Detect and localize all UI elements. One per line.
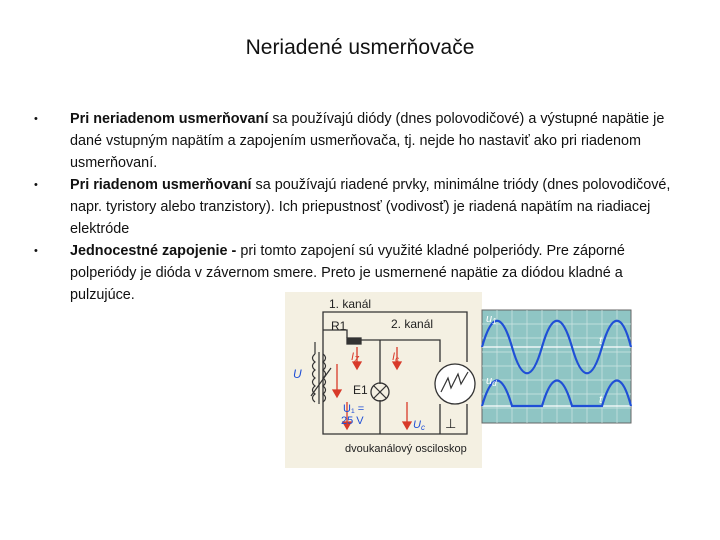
label-scope-t1: t	[599, 335, 603, 347]
label-25v: 25 V	[341, 415, 364, 427]
label-oscilloscope: dvoukanálový osciloskop	[345, 443, 467, 455]
bullet-text: pri tomto zapojení sú využité kladné polperiódy. Pre záporné polperiódy je dióda v závernom smere. Preto je usmernené napätie za diódou kladné a pulzujúce.	[70, 243, 625, 303]
label-iz: IZ	[351, 351, 359, 364]
bullet-text: sa používajú diódy (dnes polovodičové) a výstupné napätie je dané vstupným napätím a zapojením usmerňovača, tj. nejde ho nastaviť ako pri riadenom usmerňovaní.	[70, 111, 665, 171]
oscilloscope-symbol	[435, 364, 475, 404]
label-u: U	[293, 367, 302, 381]
label-e1: E1	[353, 383, 368, 397]
bullet-item	[34, 108, 690, 174]
label-scope-ud: ud	[486, 375, 497, 388]
label-scope-t2: t	[599, 394, 603, 406]
bullet-dot: •	[34, 113, 38, 125]
label-u1: U₁ =	[343, 403, 365, 415]
label-channel-2: 2. kanál	[391, 317, 434, 331]
label-ground: ⊥	[445, 416, 457, 431]
bullet-bold-term: Pri riadenom usmerňovaní	[70, 177, 252, 193]
label-channel-1: 1. kanál	[329, 297, 372, 311]
label-r1: R1	[331, 319, 347, 333]
label-uc: Uc	[413, 419, 425, 432]
bullet-bold-term: Pri neriadenom usmerňovaní	[70, 111, 269, 127]
bullet-text: sa používajú riadené prvky, minimálne triódy (dnes polovodičové, napr. tyristory alebo tranzistory). Ich priepustnosť (vodivosť) je riadená napätím na riadiacej elektróde	[70, 177, 671, 237]
bullet-bold-term: Jednocestné zapojenie -	[70, 243, 237, 259]
rectifier-circuit-figure	[285, 292, 635, 468]
bullet-list	[34, 108, 690, 306]
bullet-dot: •	[34, 245, 38, 257]
label-scope-u1: u1	[486, 313, 497, 326]
slide-title: Neriadené usmerňovače	[245, 36, 475, 59]
label-ic: Ic	[392, 351, 400, 364]
oscilloscope-screen	[482, 310, 631, 423]
bullet-item	[34, 174, 690, 240]
bullet-dot: •	[34, 179, 38, 191]
